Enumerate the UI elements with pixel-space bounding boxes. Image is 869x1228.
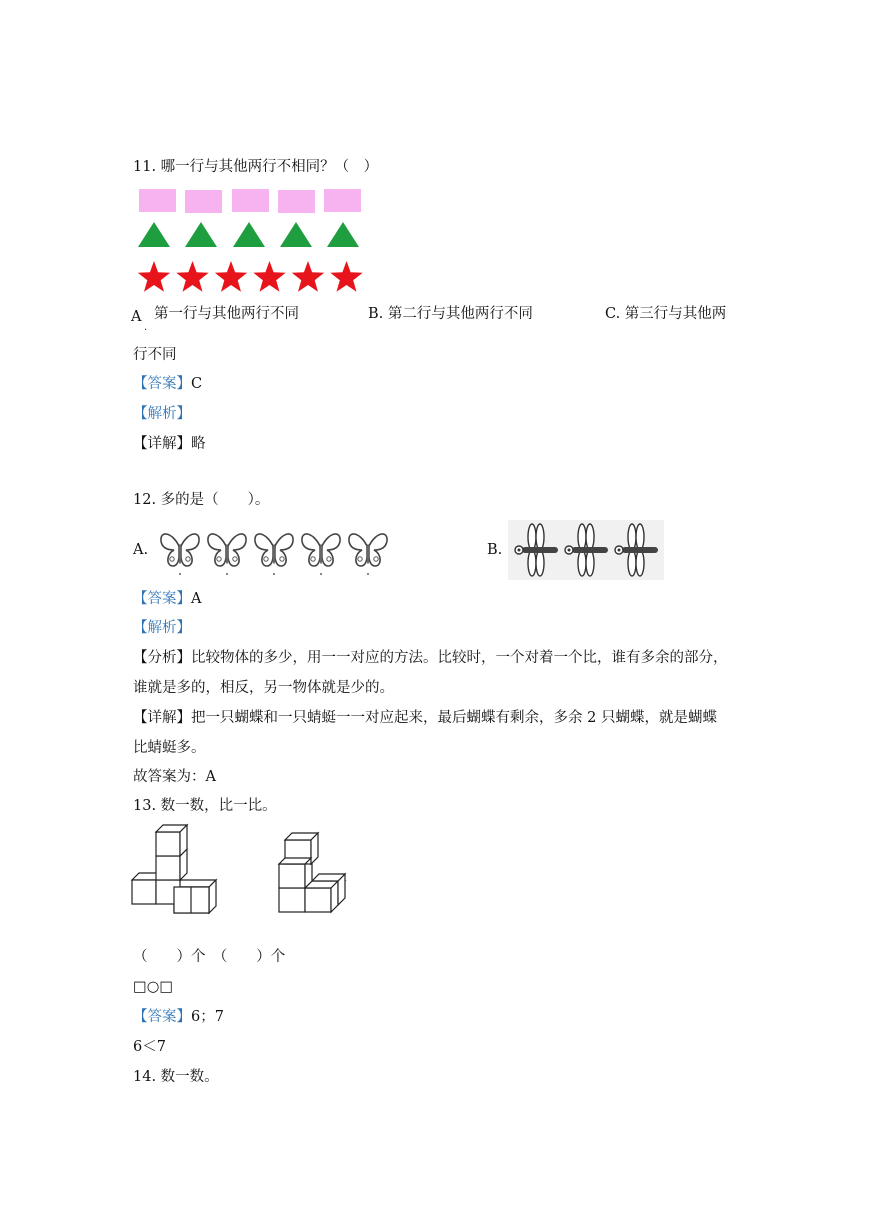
q12-fenxi-label: 【分析】	[133, 650, 191, 666]
q13-answer-value: 6；7	[191, 1009, 224, 1025]
q12-detail-text1: 把一只蝴蝶和一只蜻蜓一一对应起来，最后蝴蝶有剩余，多余 2 只蝴蝶，就是蝴蝶	[191, 710, 717, 726]
pink-rectangle	[232, 189, 269, 212]
cubes-figure-left	[130, 825, 230, 920]
red-star	[176, 261, 208, 292]
q11-option-a-text: 第一行与其他两行不同	[154, 306, 299, 322]
butterfly-icon	[161, 534, 199, 575]
q12-detail-line2: 比蜻蜓多。	[133, 740, 206, 756]
green-triangle	[327, 222, 359, 247]
q12-answer-value: A	[191, 591, 202, 607]
q11-option-c: C. 第三行与其他两	[605, 306, 727, 322]
red-star	[215, 261, 247, 292]
q11-answer-label: 【答案】	[133, 376, 191, 392]
q12-question: 12. 多的是（ ）。	[133, 492, 270, 508]
q13-comparison: 6＜7	[133, 1039, 166, 1055]
q11-option-a-letter: A	[131, 309, 142, 325]
q11-question: 11. 哪一行与其他两行不相同？（ ）	[133, 159, 379, 175]
pink-rectangle	[185, 190, 222, 213]
q12-answer-label: 【答案】	[133, 591, 191, 607]
q12-answer-line	[133, 589, 201, 609]
red-star	[292, 261, 324, 292]
butterflies-figure	[156, 522, 396, 578]
q12-fenxi-text1: 比较物体的多少，用一一对应的方法。比较时，一个对着一个比，谁有多余的部分，	[191, 650, 728, 666]
red-star	[330, 261, 362, 292]
q12-detail-line1	[133, 708, 717, 728]
q11-detail-label: 【详解】	[133, 436, 191, 452]
q11-analysis-label: 【解析】	[133, 406, 191, 422]
q13-blanks: （ ）个 （ ）个	[133, 949, 286, 965]
pink-rectangle	[278, 190, 315, 213]
q12-conclusion: 故答案为：A	[133, 769, 216, 785]
q12-fenxi-line2: 谁就是多的，相反，另一物体就是少的。	[133, 680, 394, 696]
q14-question: 14. 数一数。	[133, 1069, 219, 1085]
q11-option-a-dot: .	[144, 322, 148, 333]
green-triangle	[280, 222, 312, 247]
q12-option-a-label: A.	[133, 542, 149, 558]
q12-analysis-label: 【解析】	[133, 620, 191, 636]
q11-option-c-continued: 行不同	[133, 347, 177, 363]
cubes-figure-right	[278, 825, 368, 920]
q12-fenxi-line1	[133, 648, 728, 668]
butterfly-icon	[302, 534, 340, 575]
q13-question: 13. 数一数，比一比。	[133, 798, 277, 814]
butterfly-icon	[208, 534, 246, 575]
q12-option-b-label: B.	[487, 542, 503, 558]
q11-answer-value: C	[191, 376, 203, 392]
green-triangle	[138, 222, 170, 247]
green-triangle	[185, 222, 217, 247]
q11-detail-line	[133, 434, 206, 454]
butterfly-icon	[349, 534, 387, 575]
q12-detail-label: 【详解】	[133, 710, 191, 726]
dragonflies-figure	[508, 520, 664, 580]
q11-row-stars	[138, 261, 363, 292]
q11-row-triangles	[138, 222, 359, 247]
pink-rectangle	[324, 189, 361, 212]
q11-row-rectangles	[139, 189, 361, 213]
q11-shapes-figure	[135, 186, 375, 296]
q13-answer-label: 【答案】	[133, 1009, 191, 1025]
q13-answer-line	[133, 1007, 224, 1027]
q13-symbols: □○□	[133, 979, 174, 995]
q11-option-b: B. 第二行与其他两行不同	[368, 306, 533, 322]
red-star	[138, 261, 170, 292]
q11-detail-text: 略	[191, 436, 206, 452]
pink-rectangle	[139, 189, 176, 212]
red-star	[253, 261, 285, 292]
butterfly-icon	[255, 534, 293, 575]
q11-answer-line	[133, 374, 202, 394]
green-triangle	[233, 222, 265, 247]
